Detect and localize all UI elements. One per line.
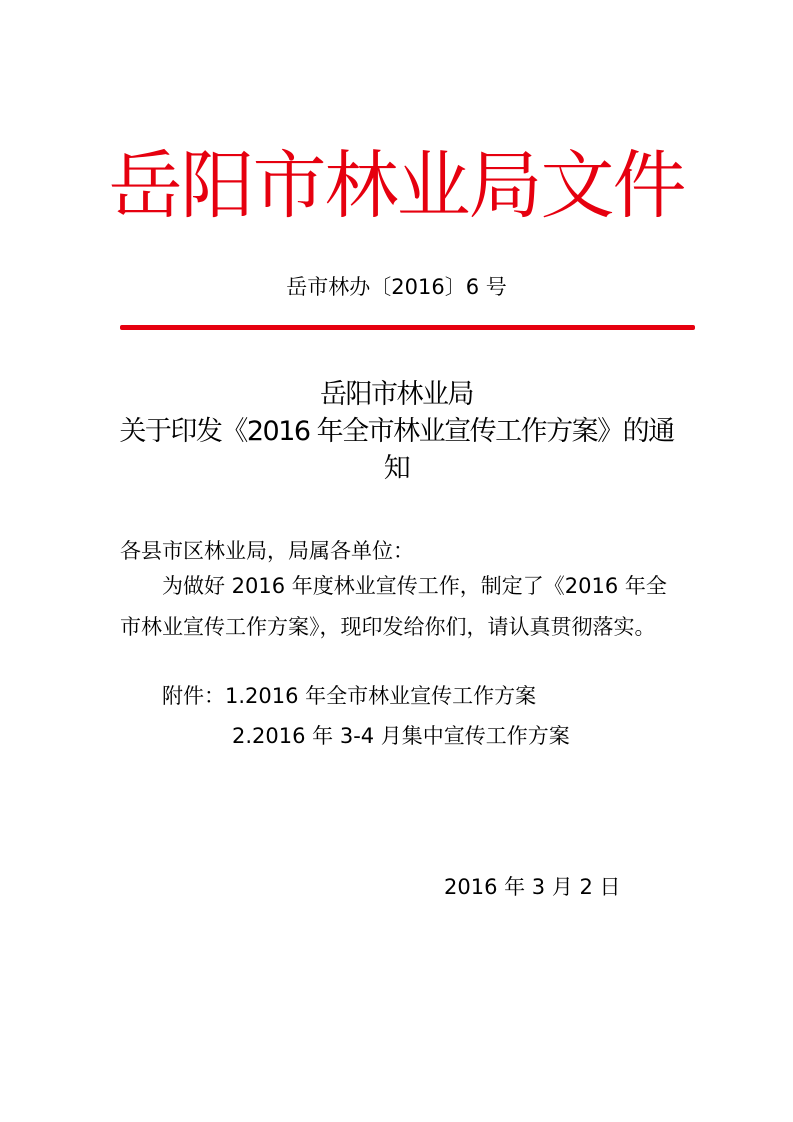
- paragraph-line-2: 市林业宣传工作方案》，现印发给你们，请认真贯彻落实。: [120, 615, 656, 639]
- attachment-line-2: 2.2016 年 3-4 月集中宣传工作方案: [232, 724, 570, 748]
- salutation: 各县市区林业局，局属各单位：: [120, 539, 414, 563]
- document-number: 岳市林办〔2016〕6 号: [286, 275, 507, 299]
- red-divider-rule: [120, 325, 695, 330]
- attachment-line-1: 附件：1.2016 年全市林业宣传工作方案: [162, 684, 537, 708]
- title-line-1: 岳阳市林业局: [320, 379, 473, 410]
- title-line-2: 关于印发《2016 年全市林业宣传工作方案》的通: [119, 416, 674, 447]
- paragraph-line-1: 为做好 2016 年度林业宣传工作，制定了《2016 年全: [162, 574, 667, 598]
- document-header-title: 岳阳市林业局文件: [108, 143, 685, 229]
- document-date: 2016 年 3 月 2 日: [444, 875, 621, 899]
- title-line-3: 知: [383, 453, 410, 484]
- document-title: [0, 376, 793, 487]
